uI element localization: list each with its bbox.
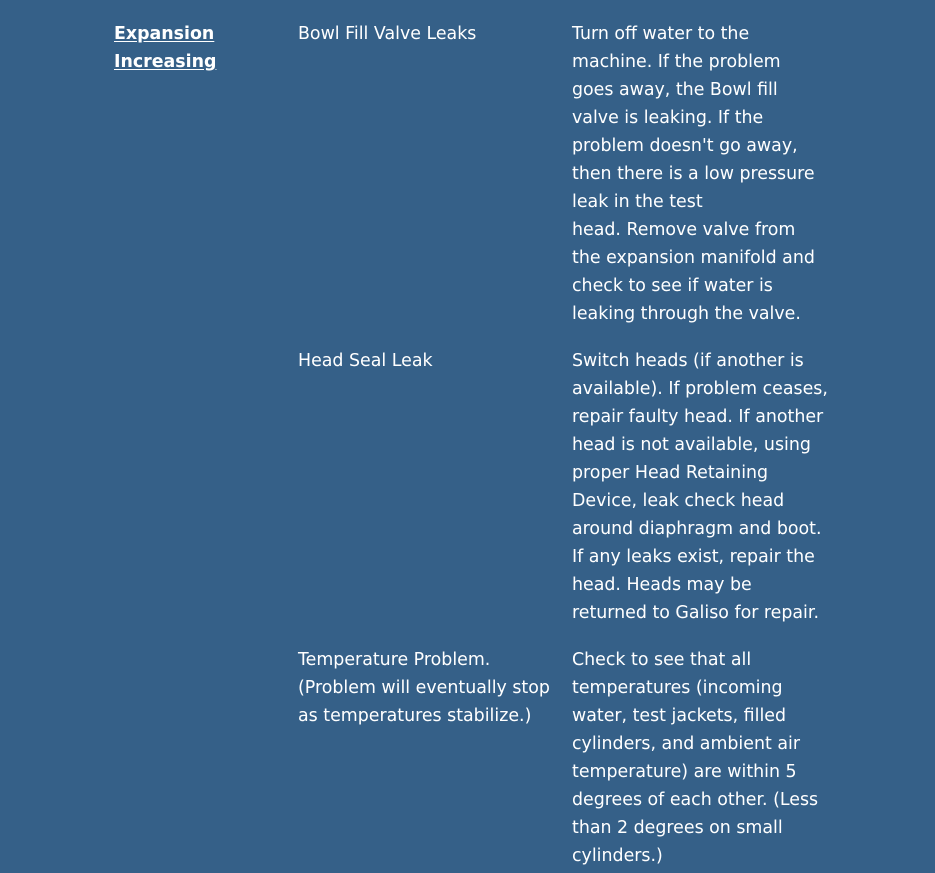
remedy-line: Check to see that all: [572, 650, 752, 670]
remedy-line: head. Remove valve from: [572, 220, 796, 240]
remedy-line: If any leaks exist, repair the: [572, 547, 815, 567]
remedy-line: than 2 degrees on small: [572, 818, 783, 838]
remedy-line: temperatures (incoming: [572, 678, 783, 698]
cause-temperature-problem: [298, 646, 560, 730]
remedy-line: Device, leak check head: [572, 491, 785, 511]
remedy-line: degrees of each other. (Less: [572, 790, 819, 810]
remedy-line: goes away, the Bowl fill: [572, 80, 778, 100]
remedy-line: leak in the test: [572, 192, 703, 212]
remedy-line: leaking through the valve.: [572, 304, 801, 324]
cause-line: (Problem will eventually stop: [298, 678, 550, 698]
remedy-line: problem doesn't go away,: [572, 136, 798, 156]
remedy-head-seal-leak: [572, 347, 828, 627]
cause-line: Temperature Problem.: [298, 650, 491, 670]
remedy-line: returned to Galiso for repair.: [572, 603, 819, 623]
remedy-line: proper Head Retaining: [572, 463, 769, 483]
remedy-line: cylinders, and ambient air: [572, 734, 800, 754]
remedy-line: repair faulty head. If another: [572, 407, 824, 427]
remedy-temperature-problem: [572, 646, 824, 870]
remedy-line: around diaphragm and boot.: [572, 519, 822, 539]
cause-head-seal-leak: [298, 347, 560, 375]
cause-line: Head Seal Leak: [298, 351, 433, 371]
remedy-line: Switch heads (if another is: [572, 351, 804, 371]
remedy-line: then there is a low pressure: [572, 164, 815, 184]
remedy-line: the expansion manifold and: [572, 248, 815, 268]
remedy-line: valve is leaking. If the: [572, 108, 764, 128]
section-heading: [114, 20, 274, 76]
remedy-line: cylinders.): [572, 846, 663, 866]
remedy-bowl-fill-valve-leaks: [572, 20, 824, 328]
cause-bowl-fill-valve-leaks: [298, 20, 560, 48]
heading-line-1: Expansion: [114, 24, 215, 44]
remedy-line: head is not available, using: [572, 435, 811, 455]
heading-line-2: Increasing: [114, 52, 217, 72]
remedy-line: available). If problem ceases,: [572, 379, 828, 399]
remedy-line: head. Heads may be: [572, 575, 752, 595]
remedy-line: water, test jackets, filled: [572, 706, 787, 726]
remedy-line: check to see if water is: [572, 276, 773, 296]
cause-line: Bowl Fill Valve Leaks: [298, 24, 477, 44]
cause-line: as temperatures stabilize.): [298, 706, 532, 726]
remedy-line: machine. If the problem: [572, 52, 781, 72]
remedy-line: Turn off water to the: [572, 24, 750, 44]
remedy-line: temperature) are within 5: [572, 762, 797, 782]
